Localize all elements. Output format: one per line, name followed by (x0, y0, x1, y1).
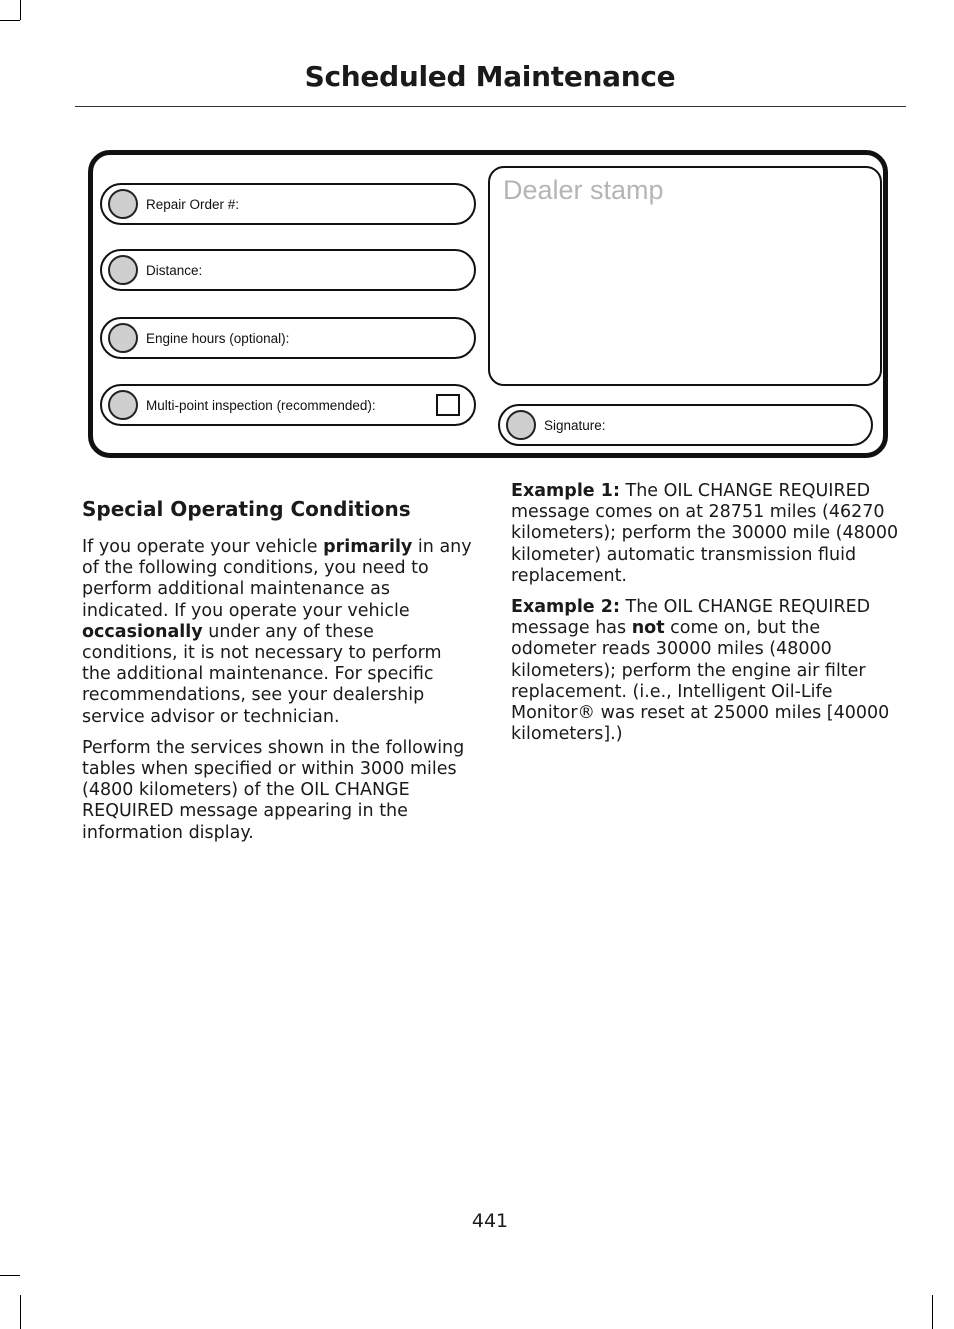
left-column (82, 497, 474, 854)
distance-label: Distance: (146, 262, 203, 278)
repair-order-field[interactable] (100, 183, 476, 225)
multi-point-inspection-label: Multi-point inspection (recommended): (146, 397, 376, 413)
engine-hours-label: Engine hours (optional): (146, 330, 290, 346)
section-heading: Special Operating Conditions (82, 497, 411, 521)
text-run: come on, but the odometer reads 30000 miles (48000 kilometers); perform the engine air filter replacement. (i.e., Intelligent Oil-Life Monitor® was reset at 25000 miles [40000 kilometers].) (511, 618, 890, 745)
circle-marker-icon (108, 323, 138, 353)
bold-text-occasionally: occasionally (82, 621, 203, 642)
circle-marker-icon (506, 410, 536, 440)
example-1-paragraph (511, 481, 905, 587)
example-2-label: Example 2: (511, 597, 620, 618)
circle-marker-icon (108, 189, 138, 219)
bold-text-not: not (631, 618, 665, 639)
signature-field[interactable] (498, 404, 873, 446)
title-divider (75, 106, 906, 107)
distance-field[interactable] (100, 249, 476, 291)
dealer-stamp-area (488, 166, 882, 386)
engine-hours-field[interactable] (100, 317, 476, 359)
text-run: The OIL CHANGE REQUIRED message has (511, 597, 871, 639)
text-run: under any of these conditions, it is not necessary to perform the additional maintenance. For specific recommendations, see your dealership service advisor or technician. (82, 621, 442, 727)
page-title: Scheduled Maintenance (304, 60, 676, 93)
text-run: in any of the following conditions, you need to perform additional maintenance as indicated. If you operate your vehicle (82, 537, 472, 621)
crop-mark-bottom-left (20, 1295, 21, 1329)
crop-mark-top-left (20, 0, 21, 20)
example-1-label: Example 1: (511, 481, 620, 501)
repair-order-label: Repair Order #: (146, 196, 240, 212)
crop-mark-bottom-right (932, 1295, 933, 1329)
text-run: If you operate your vehicle (82, 537, 324, 557)
crop-mark-top-left-h (0, 20, 20, 21)
circle-marker-icon (108, 390, 138, 420)
bold-text-primarily: primarily (323, 537, 413, 557)
right-column (511, 481, 905, 755)
circle-marker-icon (108, 255, 138, 285)
crop-mark-bottom-left-h (0, 1275, 20, 1276)
dealer-stamp-label: Dealer stamp (503, 175, 664, 205)
conditions-paragraph (82, 537, 474, 728)
text-run: The OIL CHANGE REQUIRED message comes on at 28751 miles (46270 kilometers); perform the 30000 mile (48000 kilometer) automatic transmission fluid replacement. (511, 481, 899, 586)
page-number: 441 (471, 1210, 509, 1232)
example-2-paragraph (511, 597, 905, 745)
multi-point-inspection-field[interactable] (100, 384, 476, 426)
signature-label: Signature: (544, 417, 606, 433)
services-paragraph: Perform the services shown in the following tables when specified or within 3000 miles (4800 kilometers) of the OIL CHANGE REQUIRED message appearing in the information display. (82, 737, 465, 843)
inspection-checkbox[interactable] (436, 394, 460, 416)
